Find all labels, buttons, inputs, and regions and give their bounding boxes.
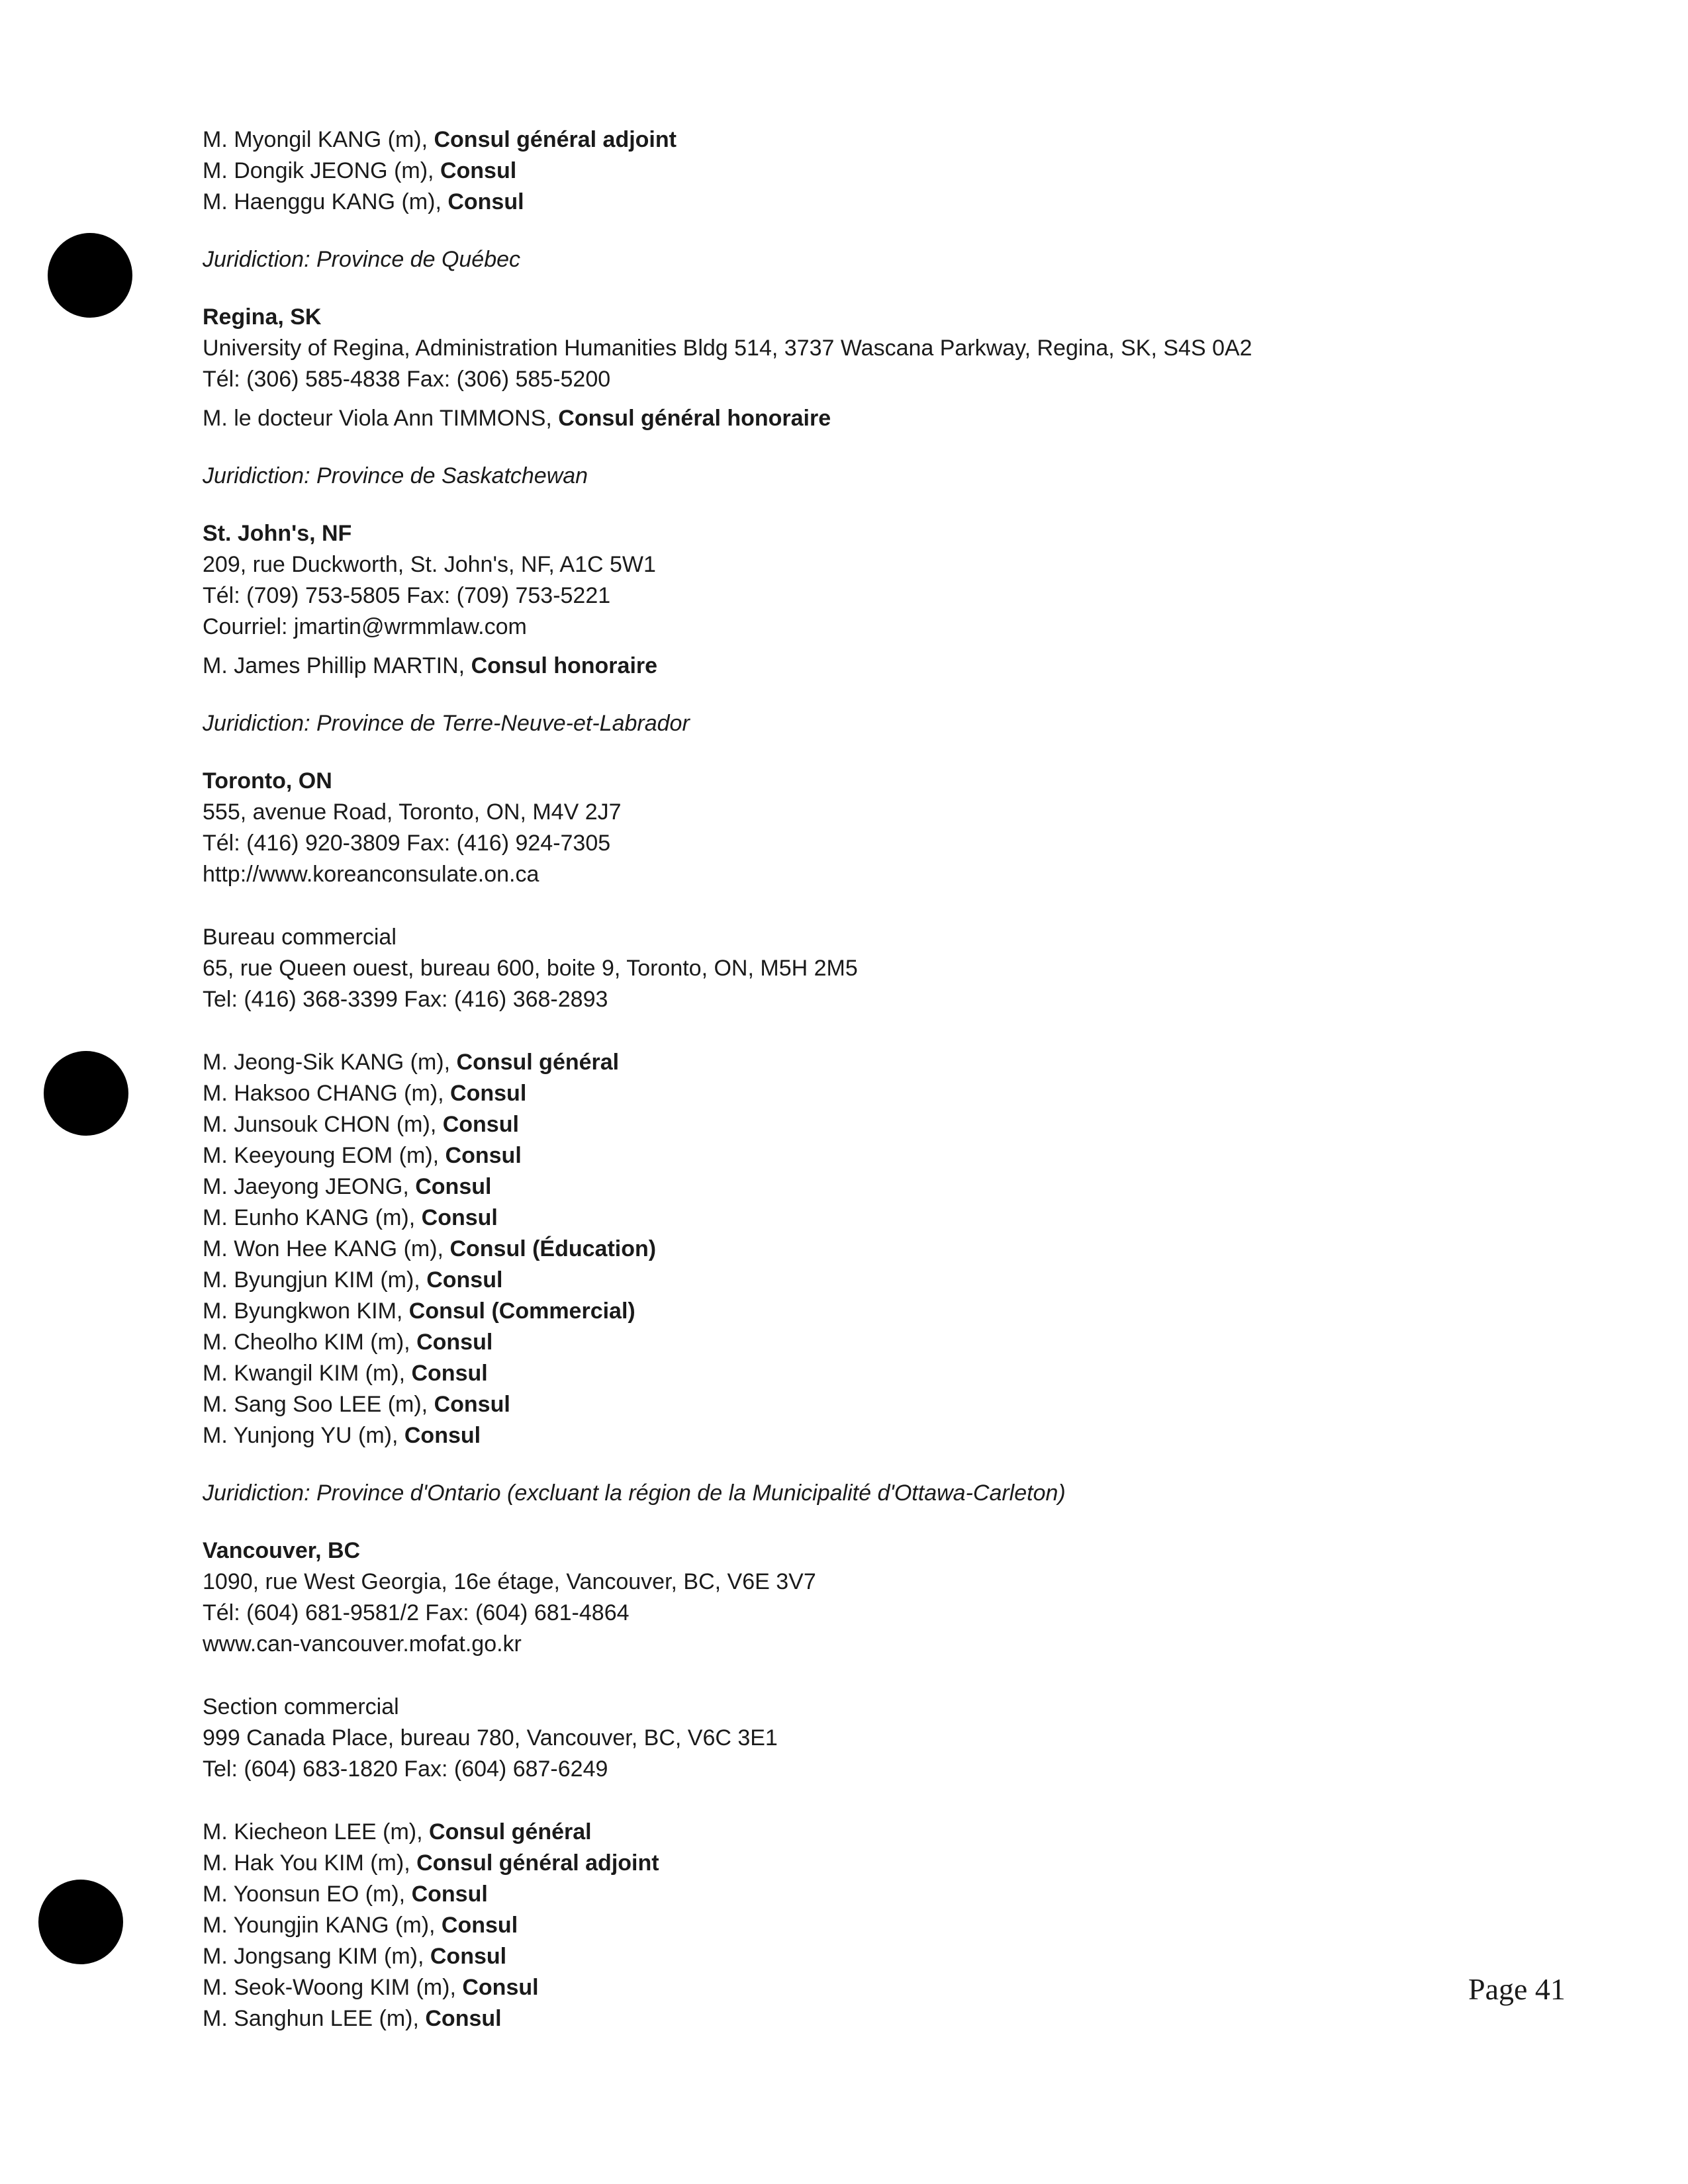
phone-fax-text: Tél: (604) 681-9581/2 Fax: (604) 681-4864: [203, 1600, 630, 1625]
office-label: Section commercial: [203, 1694, 399, 1719]
jurisdiction-text: Juridiction: Province d'Ontario (excluant la région de la Municipalité d'Ottawa-Carleton): [203, 1480, 1066, 1506]
person-name: M. Eunho KANG (m),: [203, 1205, 422, 1230]
address-text: University of Regina, Administration Humanities Bldg 514, 3737 Wascana Parkway, Regina, SK, S4S 0A2: [203, 336, 1252, 361]
person-title: Consul: [404, 1423, 481, 1448]
person-entry: [203, 1171, 1526, 1203]
person-entry: [203, 1389, 1526, 1420]
jurisdiction-text: Juridiction: Province de Saskatchewan: [203, 463, 588, 488]
person-title: Consul: [445, 1143, 522, 1168]
person-name: M. Keeyoung EOM (m),: [203, 1143, 445, 1168]
person-name: M. James Phillip MARTIN,: [203, 653, 471, 678]
person-name: M. Kiecheon LEE (m),: [203, 1819, 430, 1844]
person-name: M. Junsouk CHON (m),: [203, 1112, 443, 1137]
person-entry: [203, 1327, 1526, 1358]
phone-fax-text: Tél: (416) 920-3809 Fax: (416) 924-7305: [203, 831, 611, 856]
office-phone-text: Tel: (416) 368-3399 Fax: (416) 368-2893: [203, 987, 608, 1012]
person-entry: [203, 1879, 1526, 1910]
person-name: M. Kwangil KIM (m),: [203, 1361, 412, 1386]
section-regina: [203, 302, 1526, 492]
address-text: 555, avenue Road, Toronto, ON, M4V 2J7: [203, 799, 622, 825]
person-title: Consul: [415, 1174, 492, 1199]
person-name: M. Yunjong YU (m),: [203, 1423, 404, 1448]
person-title: Consul: [450, 1081, 527, 1106]
person-title: Consul: [426, 1267, 503, 1293]
person-title: Consul: [442, 1112, 519, 1137]
website-text: http://www.koreanconsulate.on.ca: [203, 862, 539, 887]
person-name: M. Byungjun KIM (m),: [203, 1267, 427, 1293]
person-entry: [203, 2003, 1526, 2034]
person-entry: [203, 1203, 1526, 1234]
person-entry: [203, 156, 1526, 187]
person-entry: [203, 187, 1526, 218]
section-st-johns: [203, 518, 1526, 739]
person-entry: [203, 1140, 1526, 1171]
person-title: Consul: [416, 1330, 493, 1355]
person-name: M. Hak You KIM (m),: [203, 1850, 417, 1876]
person-title: Consul honoraire: [471, 653, 658, 678]
person-title: Consul: [440, 158, 517, 183]
person-name: M. Cheolho KIM (m),: [203, 1330, 417, 1355]
jurisdiction-text: Juridiction: Province de Québec: [203, 247, 521, 272]
website-text: www.can-vancouver.mofat.go.kr: [203, 1631, 522, 1657]
section-heading: Vancouver, BC: [203, 1538, 361, 1563]
person-title: Consul général adjoint: [416, 1850, 659, 1876]
person-name: M. Youngjin KANG (m),: [203, 1913, 442, 1938]
person-title: Consul général honoraire: [558, 406, 831, 431]
person-name: M. le docteur Viola Ann TIMMONS,: [203, 406, 559, 431]
person-entry: [203, 1910, 1526, 1941]
person-entry: [203, 1296, 1526, 1327]
office-label: Bureau commercial: [203, 925, 397, 950]
section-toronto: [203, 766, 1526, 1509]
person-title: Consul: [447, 189, 524, 214]
person-name: M. Seok-Woong KIM (m),: [203, 1975, 463, 2000]
punch-hole-top: [48, 233, 132, 318]
page-content: [203, 124, 1526, 2034]
punch-hole-bottom: [38, 1880, 123, 1964]
section-vancouver: [203, 1535, 1526, 2034]
person-entry: [203, 1047, 1526, 1078]
phone-fax-text: Tél: (709) 753-5805 Fax: (709) 753-5221: [203, 583, 611, 608]
office-address-text: 999 Canada Place, bureau 780, Vancouver, BC, V6C 3E1: [203, 1725, 778, 1751]
person-title: Consul général adjoint: [434, 127, 677, 152]
person-title: Consul: [421, 1205, 498, 1230]
person-name: M. Jongsang KIM (m),: [203, 1944, 430, 1969]
person-name: M. Jeong-Sik KANG (m),: [203, 1050, 457, 1075]
phone-fax-text: Tél: (306) 585-4838 Fax: (306) 585-5200: [203, 367, 611, 392]
person-title: Consul (Éducation): [449, 1236, 657, 1261]
page-number: Page 41: [1468, 1972, 1566, 2006]
person-name: M. Myongil KANG (m),: [203, 127, 434, 152]
person-title: Consul: [462, 1975, 539, 2000]
person-entry: [203, 651, 1526, 682]
person-entry: [203, 1848, 1526, 1879]
person-entry: [203, 1817, 1526, 1848]
top-people-list: [203, 124, 1526, 218]
section-heading: Toronto, ON: [203, 768, 332, 794]
person-title: Consul: [411, 1361, 488, 1386]
person-title: Consul: [441, 1913, 518, 1938]
address-text: 209, rue Duckworth, St. John's, NF, A1C 5W1: [203, 552, 656, 577]
person-name: M. Sang Soo LEE (m),: [203, 1392, 434, 1417]
punch-hole-middle: [44, 1051, 128, 1136]
person-title: Consul: [434, 1392, 510, 1417]
person-entry: [203, 1420, 1526, 1451]
person-name: M. Won Hee KANG (m),: [203, 1236, 450, 1261]
section-heading: Regina, SK: [203, 304, 322, 330]
person-name: M. Byungkwon KIM,: [203, 1298, 409, 1324]
person-entry: [203, 1109, 1526, 1140]
toronto-people-list: [203, 1047, 1526, 1451]
person-name: M. Haksoo CHANG (m),: [203, 1081, 451, 1106]
vancouver-people-list: [203, 1817, 1526, 2034]
office-address-text: 65, rue Queen ouest, bureau 600, boite 9, Toronto, ON, M5H 2M5: [203, 956, 858, 981]
person-name: M. Haenggu KANG (m),: [203, 189, 448, 214]
person-title: Consul général: [429, 1819, 592, 1844]
address-text: 1090, rue West Georgia, 16e étage, Vancouver, BC, V6E 3V7: [203, 1569, 816, 1594]
person-entry: [203, 1358, 1526, 1389]
person-entry: [203, 403, 1526, 434]
person-entry: [203, 124, 1526, 156]
person-name: M. Sanghun LEE (m),: [203, 2006, 426, 2031]
jurisdiction-text: Juridiction: Province de Terre-Neuve-et-Labrador: [203, 711, 690, 736]
email-text: Courriel: jmartin@wrmmlaw.com: [203, 614, 527, 639]
person-title: Consul: [425, 2006, 502, 2031]
person-title: Consul (Commercial): [408, 1298, 635, 1324]
person-name: M. Yoonsun EO (m),: [203, 1882, 412, 1907]
person-title: Consul: [430, 1944, 507, 1969]
person-title: Consul général: [456, 1050, 620, 1075]
person-name: M. Jaeyong JEONG,: [203, 1174, 416, 1199]
person-entry: [203, 1234, 1526, 1265]
person-entry: [203, 1941, 1526, 1972]
office-phone-text: Tel: (604) 683-1820 Fax: (604) 687-6249: [203, 1756, 608, 1782]
person-name: M. Dongik JEONG (m),: [203, 158, 440, 183]
person-entry: [203, 1265, 1526, 1296]
section-heading: St. John's, NF: [203, 521, 352, 546]
person-entry: [203, 1972, 1526, 2003]
person-entry: [203, 1078, 1526, 1109]
person-title: Consul: [411, 1882, 488, 1907]
